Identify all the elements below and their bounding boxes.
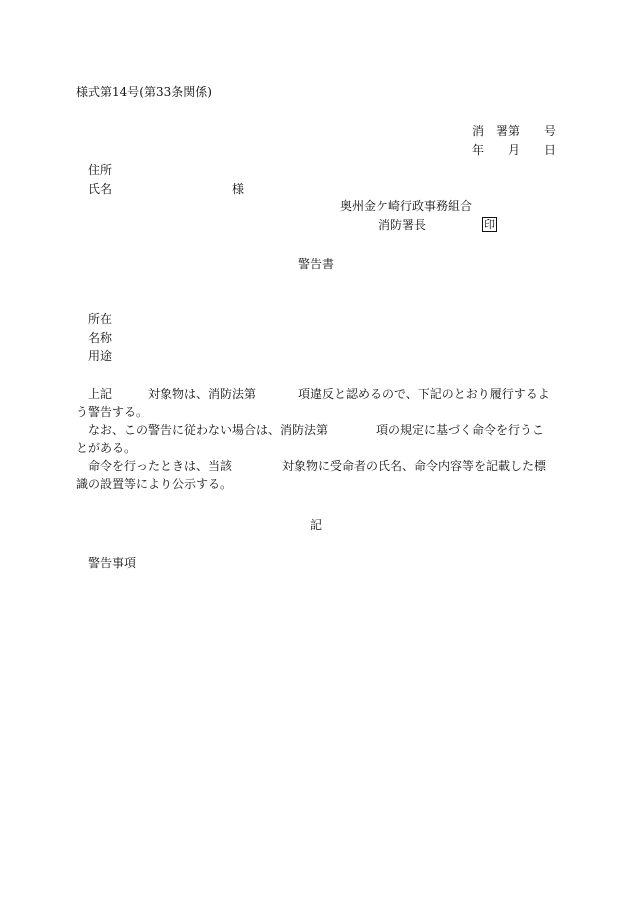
seal-mark: 印 (484, 218, 495, 231)
honorific: 様 (232, 182, 245, 196)
p2-b: 項の規定に基づく命令を行うことがある。 (76, 423, 545, 455)
p3-a: 命令を行ったときは、当該 (88, 459, 233, 473)
ki-heading: 記 (310, 518, 323, 532)
document-number-mid: 署第 (496, 124, 521, 138)
p1-c: 項違反と認めるので、下記のとおり履行するよう警告する。 (76, 387, 550, 419)
use-label: 用途 (88, 349, 113, 363)
document-title: 警告書 (298, 257, 335, 271)
date-year: 年 (472, 143, 485, 157)
property-name-label: 名称 (88, 331, 113, 345)
date-day: 日 (544, 143, 557, 157)
issuer-organization: 奥州金ケ崎行政事務組合 (340, 199, 473, 213)
p2-a: なお、この警告に従わない場合は、消防法第 (88, 423, 329, 437)
document-number-suffix: 号 (544, 124, 557, 138)
document-number-prefix: 消 (472, 124, 485, 138)
p3-b: 対象物に受命者の氏名、命令内容等を記載した標識の設置等により公示する。 (76, 459, 547, 491)
p1-b: 対象物は、消防法第 (148, 387, 257, 401)
paragraph-2 (76, 421, 556, 457)
address-label: 住所 (88, 163, 113, 177)
body-paragraphs (76, 385, 556, 493)
paragraph-1 (76, 385, 556, 421)
issuer-title: 消防署長 (378, 218, 427, 232)
form-number: 様式第14号(第33条関係) (76, 85, 212, 99)
paragraph-3 (76, 457, 556, 493)
p1-a: 上記 (88, 387, 113, 401)
location-label: 所在 (88, 312, 113, 326)
warning-items-label: 警告事項 (88, 556, 137, 570)
date-month: 月 (508, 143, 521, 157)
name-label: 氏名 (88, 182, 113, 196)
